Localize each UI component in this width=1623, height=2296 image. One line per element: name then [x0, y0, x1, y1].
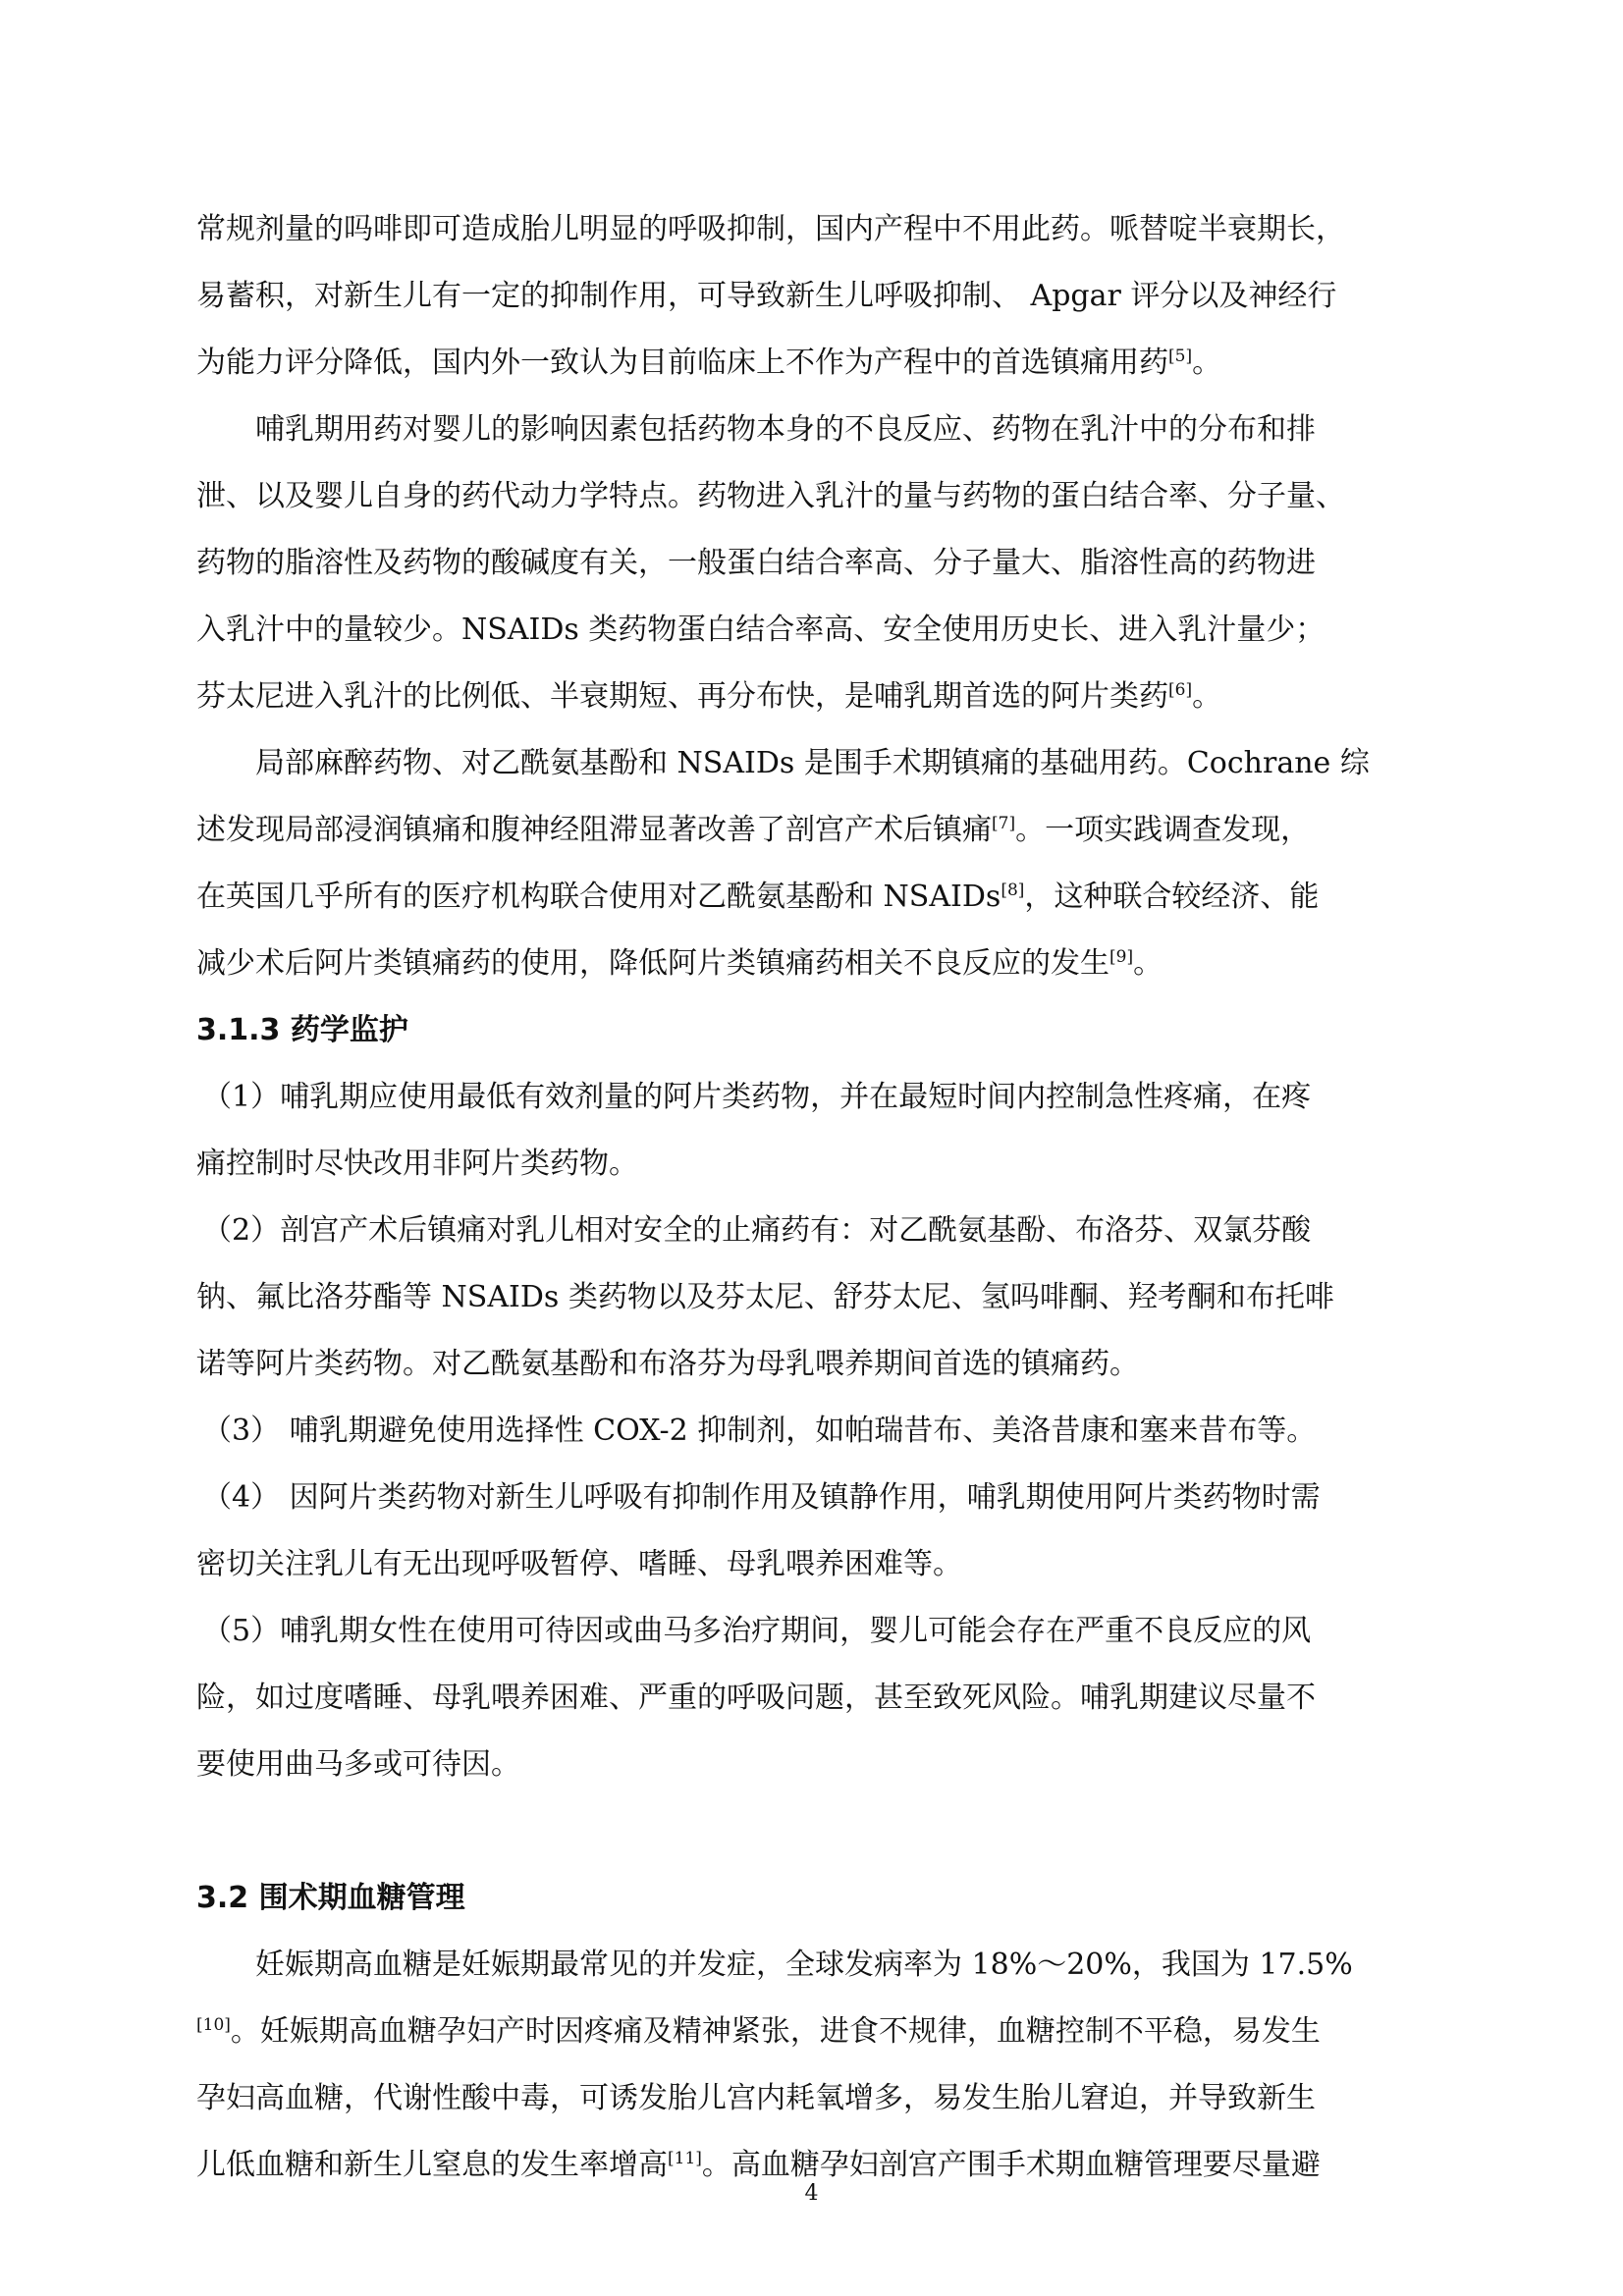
paragraph-line: 药物的脂溶性及药物的酸碱度有关，一般蛋白结合率高、分子量大、脂溶性高的药物进	[196, 546, 1316, 580]
paragraph-line: 芬太尼进入乳汁的比例低、半衰期短、再分布快，是哺乳期首选的阿片类药[6]。	[196, 679, 1222, 714]
document-body	[196, 196, 1435, 2199]
list-item: （1）哺乳期应使用最低有效剂量的阿片类药物，并在最短时间内控制急性疼痛，在疼	[202, 1080, 1312, 1114]
page-number: 4	[804, 2181, 819, 2206]
list-item: （4） 因阿片类药物对新生儿呼吸有抑制作用及镇静作用，哺乳期使用阿片类药物时需	[202, 1480, 1321, 1515]
paragraph-line: [10]。妊娠期高血糖孕妇产时因疼痛及精神紧张，进食不规律，血糖控制不平稳，易发生	[196, 2014, 1321, 2049]
citation-ref: [10]	[196, 2015, 231, 2035]
citation-ref: [7]	[992, 814, 1016, 833]
list-item: （5）哺乳期女性在使用可待因或曲马多治疗期间，婴儿可能会存在严重不良反应的风	[202, 1614, 1312, 1648]
paragraph-line: 妊娠期高血糖是妊娠期最常见的并发症，全球发病率为 18%～20%，我国为 17.5%	[255, 1948, 1353, 1982]
list-item-continuation: 险，如过度嗜睡、母乳喂养困难、严重的呼吸问题，甚至致死风险。哺乳期建议尽量不	[196, 1681, 1316, 1715]
section-heading: 3.1.3 药学监护	[196, 1013, 408, 1047]
paragraph-line: 减少术后阿片类镇痛药的使用，降低阿片类镇痛药相关不良反应的发生[9]。	[196, 946, 1163, 981]
paragraph-line: 儿低血糖和新生儿窒息的发生率增高[11]。高血糖孕妇剖宫产围手术期血糖管理要尽量避	[196, 2148, 1321, 2182]
list-item: （3） 哺乳期避免使用选择性 COX-2 抑制剂，如帕瑞昔布、美洛昔康和塞来昔布等。	[202, 1414, 1317, 1448]
list-item-continuation: 要使用曲马多或可待因。	[196, 1747, 520, 1782]
list-item: （2）剖宫产术后镇痛对乳儿相对安全的止痛药有：对乙酰氨基酚、布洛芬、双氯芬酸	[202, 1213, 1312, 1248]
paragraph-line: 在英国几乎所有的医疗机构联合使用对乙酰氨基酚和 NSAIDs[8]，这种联合较经济、能	[196, 880, 1320, 914]
list-item-continuation: 钠、氟比洛芬酯等 NSAIDs 类药物以及芬太尼、舒芬太尼、氢吗啡酮、羟考酮和布托啡	[196, 1280, 1334, 1314]
citation-ref: [8]	[1001, 881, 1025, 900]
paragraph-line: 为能力评分降低，国内外一致认为目前临床上不作为产程中的首选镇痛用药[5]。	[196, 346, 1222, 380]
list-item-continuation: 密切关注乳儿有无出现呼吸暂停、嗜睡、母乳喂养困难等。	[196, 1547, 962, 1581]
paragraph-line: 入乳汁中的量较少。NSAIDs 类药物蛋白结合率高、安全使用历史长、进入乳汁量少；	[196, 613, 1325, 647]
paragraph-line: 常规剂量的吗啡即可造成胎儿明显的呼吸抑制，国内产程中不用此药。哌替啶半衰期长，	[196, 212, 1345, 246]
section-heading: 3.2 围术期血糖管理	[196, 1881, 465, 1915]
paragraph-line: 泄、以及婴儿自身的药代动力学特点。药物进入乳汁的量与药物的蛋白结合率、分子量、	[196, 479, 1345, 513]
paragraph-line: 孕妇高血糖，代谢性酸中毒，可诱发胎儿宫内耗氧增多，易发生胎儿窘迫，并导致新生	[196, 2081, 1316, 2115]
citation-ref: [6]	[1168, 680, 1193, 700]
paragraph-line: 哺乳期用药对婴儿的影响因素包括药物本身的不良反应、药物在乳汁中的分布和排	[255, 412, 1316, 447]
citation-ref: [9]	[1109, 947, 1134, 967]
list-item-continuation: 痛控制时尽快改用非阿片类药物。	[196, 1147, 638, 1181]
paragraph-line: 局部麻醉药物、对乙酰氨基酚和 NSAIDs 是围手术期镇痛的基础用药。Cochrane 综	[255, 746, 1370, 780]
list-item-continuation: 诺等阿片类药物。对乙酰氨基酚和布洛芬为母乳喂养期间首选的镇痛药。	[196, 1347, 1139, 1381]
citation-ref: [11]	[668, 2149, 702, 2168]
citation-ref: [5]	[1168, 347, 1193, 366]
paragraph-line: 述发现局部浸润镇痛和腹神经阻滞显著改善了剖宫产术后镇痛[7]。一项实践调查发现，	[196, 813, 1311, 847]
paragraph-line: 易蓄积，对新生儿有一定的抑制作用，可导致新生儿呼吸抑制、 Apgar 评分以及神经行	[196, 279, 1337, 313]
section-gap	[196, 1798, 1435, 1865]
